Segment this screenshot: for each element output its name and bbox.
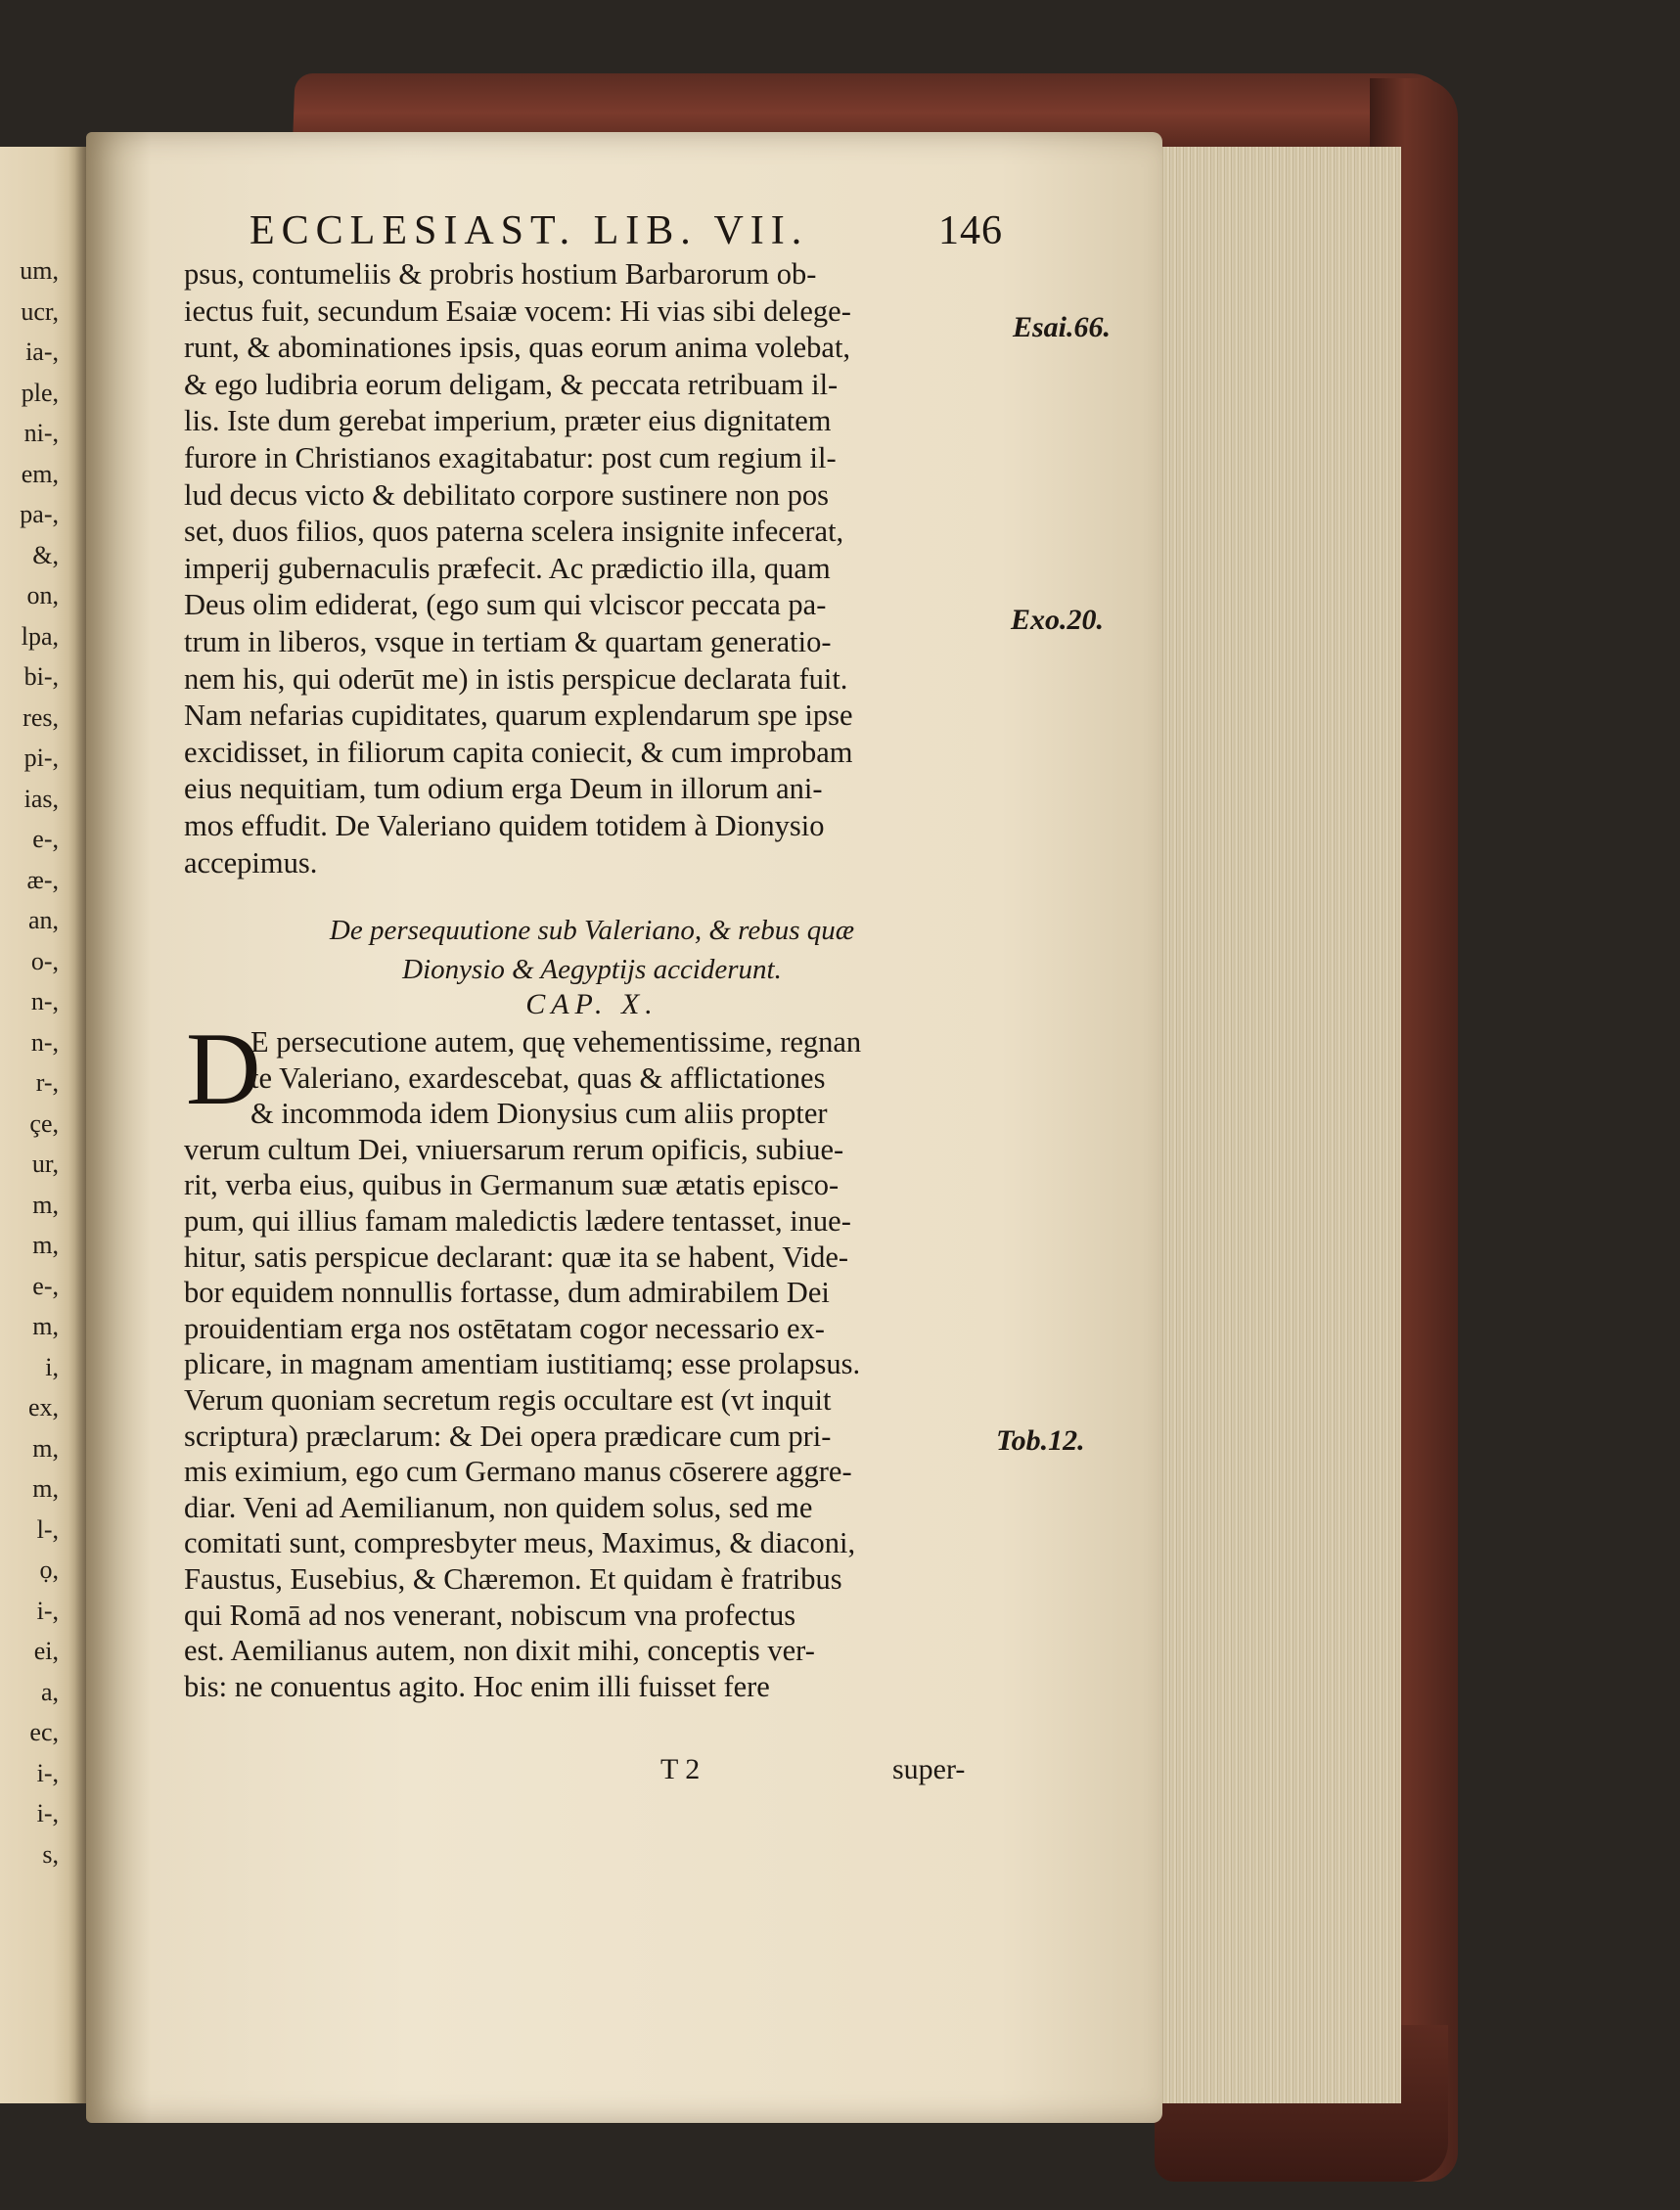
left-page-fragment: i-, [36, 1799, 59, 1827]
left-page-fragment: ex, [27, 1393, 59, 1421]
chapter-line: scriptura) præclarum: & Dei opera prædicare cum pri- [184, 1419, 832, 1453]
chapter-text-block [184, 1012, 996, 1704]
chapter-line: prouidentiam erga nos ostētatam cogor necessario ex- [184, 1311, 825, 1345]
left-page-fragment: ọ, [39, 1556, 59, 1584]
catchword: super- [892, 1753, 966, 1785]
left-page-fragment: m, [32, 1474, 59, 1503]
body-line: runt, & abominationes ipsis, quas eorum anima volebat, [184, 331, 851, 365]
body-line: furore in Christianos exagitabatur: post cum regium il- [184, 440, 837, 474]
page-fore-edges [1155, 147, 1401, 2103]
left-page-fragment: m, [32, 1231, 59, 1259]
left-page-fragment: pi-, [23, 744, 59, 772]
section-title-line-1: De persequutione sub Valeriano, & rebus quæ [329, 915, 855, 946]
body-line: iectus fuit, secundum Esaiæ vocem: Hi vias sibi delege- [184, 293, 851, 328]
body-line: set, duos filios, quos paterna scelera insignite infecerat, [184, 515, 844, 549]
left-page-fragment: ias, [23, 784, 59, 813]
running-head [250, 207, 1003, 256]
left-page-fragment: m, [32, 1312, 59, 1340]
left-page-fragment: ucr, [21, 296, 59, 326]
left-page-fragment: pa-, [20, 500, 59, 528]
body-line: accepimus. [184, 845, 318, 879]
left-page-fragment: n-, [30, 1027, 59, 1057]
left-page-fragment: a, [40, 1677, 59, 1706]
left-page-fragment: um, [20, 256, 59, 285]
body-line: trum in liberos, vsque in tertiam & quartam generatio- [184, 624, 832, 658]
left-page-fragment: çe, [29, 1108, 59, 1138]
left-page-fragment: res, [23, 702, 59, 732]
left-page-fragment: lpa, [21, 621, 59, 651]
left-page-fragment: r-, [35, 1068, 59, 1097]
left-page-fragment: bi-, [23, 662, 59, 691]
left-page-fragment: m, [32, 1433, 59, 1463]
left-page-fragment: s, [42, 1839, 59, 1869]
left-page-fragment: ia-, [25, 338, 59, 366]
body-line: Deus olim ediderat, (ego sum qui vlciscor peccata pa- [184, 588, 827, 622]
chapter-line: Faustus, Eusebius, & Chæremon. Et quidam è fratribus [184, 1561, 842, 1596]
running-head-title: ECCLESIAST. LIB. VII. [250, 208, 809, 253]
chapter-line: Verum quoniam secretum regis occultare est (vt inquit [184, 1382, 832, 1417]
folio-number: 146 [938, 208, 1003, 253]
body-line: psus, contumeliis & probris hostium Barbarorum ob- [184, 257, 817, 291]
chapter-line: plicare, in magnam amentiam iustitiamq; esse prolapsus. [184, 1347, 861, 1381]
body-line: lis. Iste dum gerebat imperium, præter eius dignitatem [184, 404, 832, 438]
body-line: excidisset, in filiorum capita coniecit, & cum improbam [184, 735, 853, 769]
chapter-heading: CAP. X. [525, 988, 658, 1020]
chapter-line: pum, qui illius famam maledictis lædere tentasset, inue- [184, 1203, 851, 1238]
body-line: lud decus victo & debilitato corpore sustinere non pos [184, 477, 829, 512]
chapter-line: E persecutione autem, quę vehementissime, regnan [250, 1025, 862, 1059]
left-page-fragment: ple, [21, 378, 59, 407]
left-page-fragment: ni-, [23, 419, 59, 447]
chapter-line: mis eximium, ego cum Germano manus cōserere aggre- [184, 1455, 852, 1489]
chapter-line: verum cultum Dei, vniuersarum rerum opificis, subiue- [184, 1132, 844, 1166]
chapter-line: bis: ne conuentus agito. Hoc enim illi fuisset fere [184, 1669, 770, 1703]
left-page-fragment: e-, [32, 825, 59, 853]
marginal-note-tob: Tob.12. [996, 1424, 1085, 1457]
left-page-fragment: e-, [32, 1271, 59, 1300]
left-page-fragment: i, [45, 1352, 59, 1381]
chapter-line: diar. Veni ad Aemilianum, non quidem solus, sed me [184, 1490, 813, 1524]
left-page-fragment: &, [32, 540, 59, 569]
left-page-fragment: o-, [30, 946, 59, 975]
signature-mark: T 2 [660, 1753, 701, 1785]
chapter-line: & incommoda idem Dionysius cum aliis propter [250, 1097, 828, 1131]
drop-capital: D [186, 1012, 261, 1126]
chapter-line: qui Romā ad nos venerant, nobiscum vna profectus [184, 1598, 796, 1632]
body-line: & ego ludibria eorum deligam, & peccata retribuam il- [184, 367, 839, 401]
left-page-fragment: on, [26, 581, 59, 609]
section-title-line-2: Dionysio & Aegyptijs acciderunt. [402, 954, 782, 985]
left-page-fragment: an, [27, 906, 59, 934]
left-page-fragment: i-, [36, 1758, 59, 1787]
chapter-line: rit, verba eius, quibus in Germanum suæ ætatis episco- [184, 1168, 840, 1202]
chapter-line: comitati sunt, compresbyter meus, Maximus, & diaconi, [184, 1526, 856, 1560]
left-page-fragment: ei, [33, 1637, 59, 1665]
left-page-fragment: ur, [31, 1150, 59, 1178]
left-page-fragment: i-, [36, 1596, 59, 1625]
body-line: nem his, qui oderūt me) in istis perspicue declarata fuit. [184, 661, 848, 696]
chapter-line: bor equidem nonnullis fortasse, dum admirabilem Dei [184, 1276, 830, 1310]
body-line: imperij gubernaculis præfecit. Ac prædictio illa, quam [184, 551, 831, 585]
left-page-fragment: em, [21, 459, 59, 488]
marginal-note-exo: Exo.20. [1011, 604, 1105, 636]
body-line: eius nequitiam, tum odium erga Deum in illorum ani- [184, 772, 823, 806]
left-page-fragment: n-, [30, 987, 59, 1015]
left-page-fragment: ec, [29, 1718, 59, 1746]
body-line: Nam nefarias cupiditates, quarum explendarum spe ipse [184, 699, 853, 733]
left-page-fragment: m, [32, 1190, 59, 1219]
marginal-note-esai: Esai.66. [1013, 311, 1112, 343]
chapter-line: est. Aemilianus autem, non dixit mihi, conceptis ver- [184, 1634, 815, 1668]
body-line: mos effudit. De Valeriano quidem totidem à Dionysio [184, 808, 825, 842]
left-page-fragment: æ-, [26, 865, 59, 894]
body-text-block [184, 256, 996, 881]
chapter-line: hitur, satis perspicue declarant: quæ ita se habent, Vide- [184, 1240, 849, 1274]
left-page-fragment: l-, [36, 1514, 59, 1544]
chapter-line: te Valeriano, exardescebat, quas & afflictationes [250, 1060, 826, 1095]
